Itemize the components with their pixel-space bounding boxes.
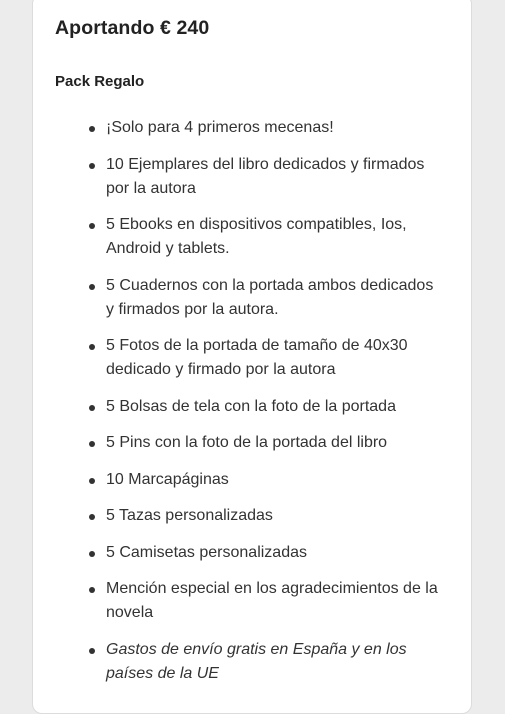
bullet-icon [89,587,95,593]
reward-item-text: Gastos de envío gratis en España y en los países de la UE [106,640,407,682]
bullet-icon [89,344,95,350]
reward-list-item [85,153,445,201]
reward-list-item [85,395,445,419]
reward-item-text: ¡Solo para 4 primeros mecenas! [106,119,334,136]
bullet-icon [89,223,95,229]
reward-list-item [85,638,445,686]
bullet-icon [89,551,95,557]
reward-list-item [85,577,445,625]
reward-item-text: 5 Bolsas de tela con la foto de la portada [106,397,396,415]
reward-list-item [85,468,445,492]
reward-item-text: 5 Ebooks en dispositivos compatibles, Ios, Android y tablets. [106,216,407,257]
reward-item-text: 5 Fotos de la portada de tamaño de 40x30 dedicado y firmado por la autora [106,337,408,378]
bullet-icon [89,514,95,520]
reward-item-text: Mención especial en los agradecimientos de la novela [106,580,438,621]
bullet-icon [89,284,95,290]
bullet-icon [89,405,95,411]
reward-item-text: 5 Pins con la foto de la portada del libro [106,434,388,451]
reward-item-text: 10 Marcapáginas [106,470,229,488]
bullet-icon [89,441,95,447]
reward-items-list [85,116,445,698]
reward-list-item [85,274,445,322]
reward-card[interactable] [32,0,472,714]
reward-list-item [85,504,445,528]
reward-title: Aportando € 240 [55,17,210,39]
reward-item-text: 5 Camisetas personalizadas [106,543,307,561]
bullet-icon [89,126,95,132]
reward-list-item [85,213,445,261]
reward-list-item [85,116,445,140]
reward-list-item [85,334,445,382]
reward-item-text: 5 Tazas personalizadas [106,507,273,524]
reward-list-item [85,431,445,455]
reward-item-text: 10 Ejemplares del libro dedicados y firmados por la autora [106,155,425,197]
bullet-icon [89,478,95,484]
reward-subtitle: Pack Regalo [55,73,145,90]
reward-list-item [85,541,445,565]
bullet-icon [89,163,95,169]
bullet-icon [89,648,95,654]
reward-item-text: 5 Cuadernos con la portada ambos dedicados y firmados por la autora. [106,276,434,318]
